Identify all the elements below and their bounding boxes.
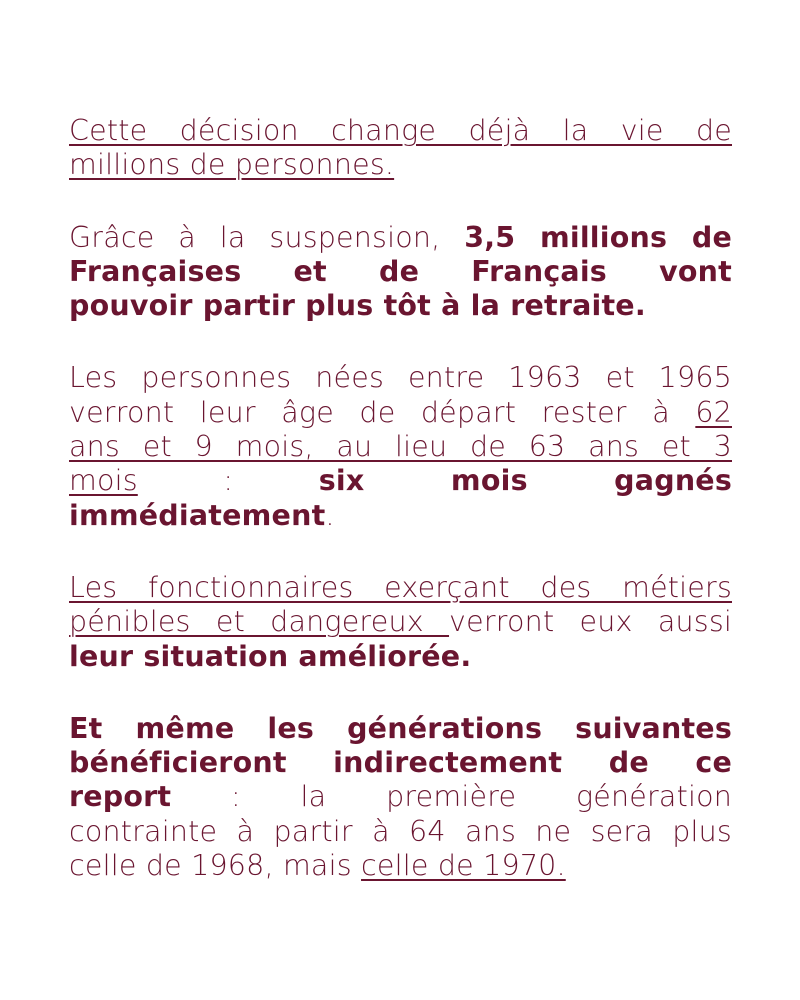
text: celle de 1968, mais bbox=[69, 849, 362, 883]
text: : bbox=[137, 464, 319, 498]
text: verront leur âge de départ rester à bbox=[69, 395, 696, 429]
underlined-text: Cette décision change déjà la vie de bbox=[69, 114, 732, 147]
paragraph bbox=[69, 361, 732, 532]
text-line bbox=[69, 464, 732, 498]
text-line bbox=[69, 571, 732, 605]
bold-text: Et même les générations suivantes bbox=[69, 711, 732, 745]
document-body bbox=[69, 114, 732, 921]
bold-text: pouvoir partir plus tôt à la retraite. bbox=[69, 289, 646, 323]
text-line bbox=[69, 712, 732, 746]
paragraph bbox=[69, 571, 732, 674]
paragraph bbox=[69, 221, 732, 324]
bold-text: Françaises et de Français vont bbox=[69, 254, 732, 288]
bold-text: immédiatement bbox=[69, 498, 326, 532]
text-line bbox=[69, 221, 732, 255]
text-line bbox=[69, 605, 732, 639]
bold-text: report bbox=[69, 780, 172, 814]
text: contrainte à partir à 64 ans ne sera plus bbox=[69, 814, 732, 848]
underlined-text: pénibles et dangereux bbox=[69, 605, 450, 639]
text-line bbox=[69, 780, 732, 814]
text-line bbox=[69, 255, 732, 289]
underlined-text: millions de personnes. bbox=[69, 148, 395, 182]
text-line bbox=[69, 396, 732, 430]
text: : la première génération bbox=[171, 780, 732, 814]
text-line bbox=[69, 746, 732, 780]
text: Les personnes nées entre 1963 et 1965 bbox=[69, 361, 732, 395]
text: verront eux aussi bbox=[449, 605, 732, 639]
underlined-text: Les fonctionnaires exerçant des métiers bbox=[69, 570, 732, 604]
underlined-text: ans et 9 mois, au lieu de 63 ans et 3 bbox=[69, 430, 732, 464]
text-line bbox=[69, 815, 732, 849]
paragraph bbox=[69, 712, 732, 883]
text-line bbox=[69, 289, 732, 323]
underlined-text: mois bbox=[69, 464, 138, 498]
underlined-text: 62 bbox=[695, 395, 732, 429]
text-line bbox=[69, 114, 732, 148]
text-line bbox=[69, 640, 732, 674]
text-line bbox=[69, 148, 732, 182]
text: . bbox=[325, 498, 335, 532]
text-line bbox=[69, 361, 732, 395]
text-line bbox=[69, 499, 732, 533]
text-line bbox=[69, 849, 732, 883]
bold-text: leur situation améliorée. bbox=[69, 639, 472, 673]
text: Grâce à la suspension, bbox=[69, 220, 465, 254]
bold-text: 3,5 millions de bbox=[464, 220, 733, 254]
underlined-text: celle de 1970. bbox=[361, 849, 566, 883]
text-line bbox=[69, 430, 732, 464]
bold-text: bénéficieront indirectement de ce bbox=[69, 746, 732, 780]
bold-text: six mois gagnés bbox=[318, 464, 732, 498]
paragraph bbox=[69, 114, 732, 183]
